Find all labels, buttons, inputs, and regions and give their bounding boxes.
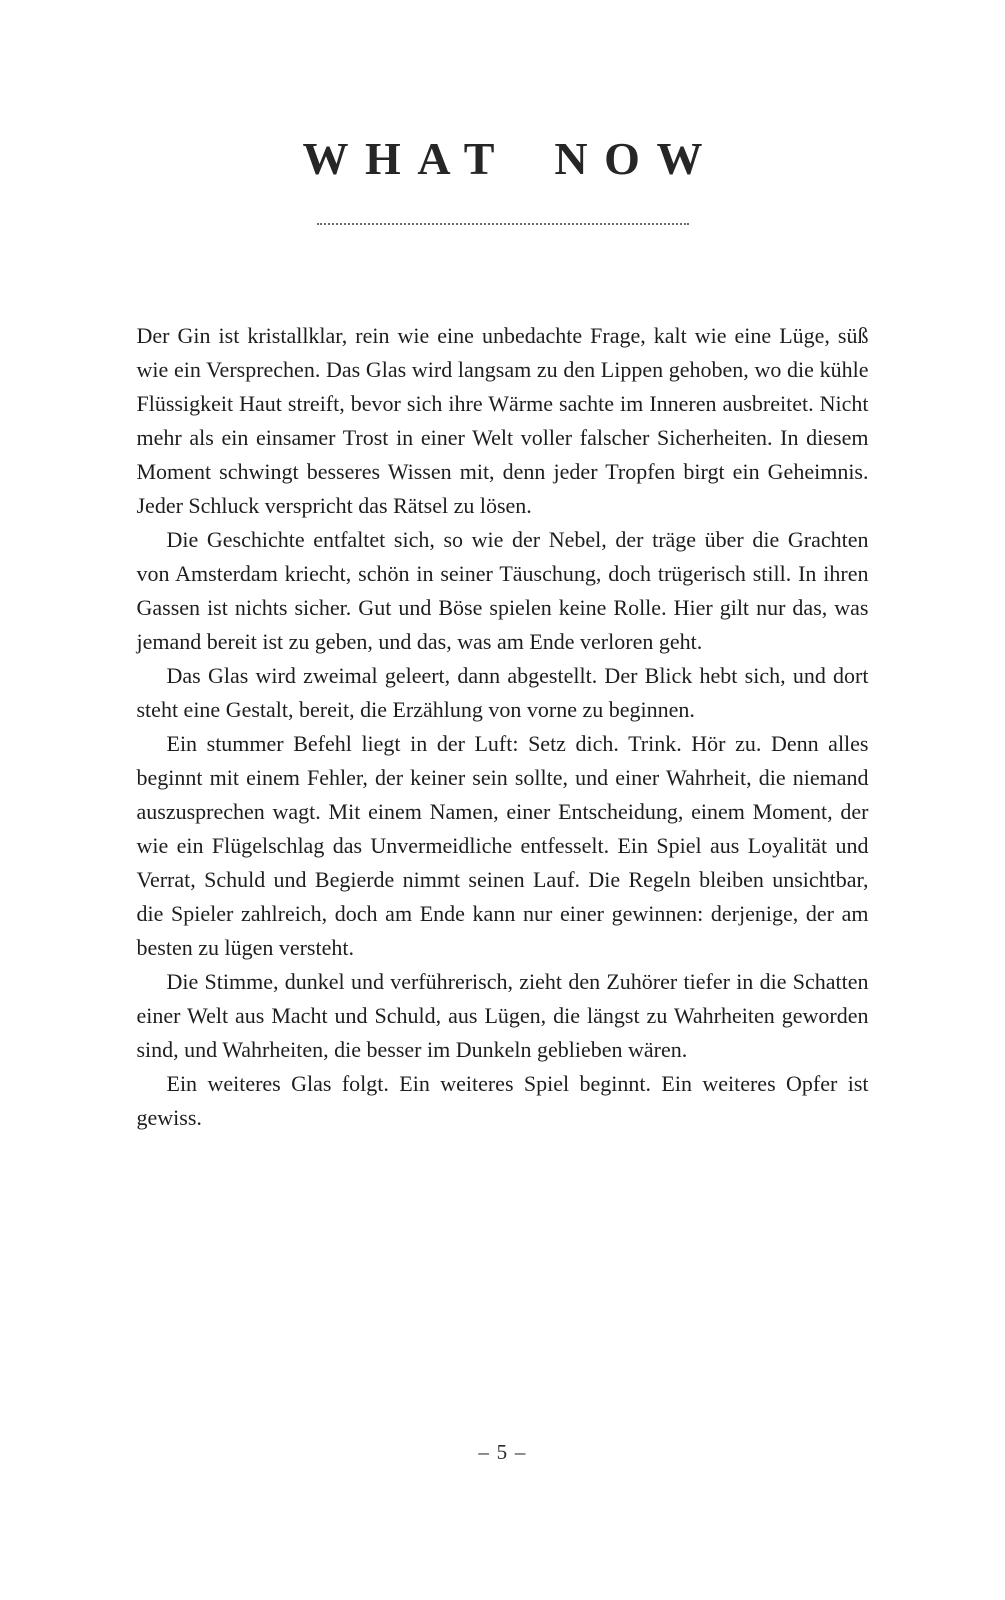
- paragraph-6: Ein weiteres Glas folgt. Ein weiteres Spiel beginnt. Ein weiteres Opfer ist gewiss.: [136, 1071, 869, 1130]
- body-text: [137, 319, 869, 1135]
- chapter-title: WHAT NOW: [302, 133, 720, 184]
- paragraph-3: Das Glas wird zweimal geleert, dann abgestellt. Der Blick hebt sich, und dort steht eine Gestalt, bereit, die Erzählung von vorne zu beginnen.: [136, 663, 869, 722]
- dotted-divider: [317, 223, 689, 225]
- paragraph-2: Die Geschichte entfaltet sich, so wie der Nebel, der träge über die Grachten von Amsterdam kriecht, schön in seiner Täuschung, doch trügerisch still. In ihren Gassen ist nichts sicher. Gut und Böse spielen keine Rolle. Hier gilt nur das, was jemand bereit ist zu geben, und das, was am Ende verloren geht.: [136, 527, 869, 654]
- paragraph-4: Ein stummer Befehl liegt in der Luft: Setz dich. Trink. Hör zu. Denn alles beginnt mit einem Fehler, der keiner sein sollte, und einer Wahrheit, die niemand auszusprechen wagt. Mit einem Namen, einer Entscheidung, einem Moment, der wie ein Flügelschlag das Unvermeidliche entfesselt. Ein Spiel aus Loyalität und Verrat, Schuld und Begierde nimmt seinen Lauf. Die Regeln bleiben unsichtbar, die Spieler zahlreich, doch am Ende kann nur einer gewinnen: derjenige, der am besten zu lügen versteht.: [136, 731, 869, 960]
- paragraph-5: Die Stimme, dunkel und verführerisch, zieht den Zuhörer tiefer in die Schatten einer Welt aus Macht und Schuld, aus Lügen, die längst zu Wahrheiten geworden sind, und Wahrheiten, die besser im Dunkeln geblieben wären.: [136, 969, 869, 1062]
- paragraph-1: Der Gin ist kristallklar, rein wie eine unbedachte Frage, kalt wie eine Lüge, süß wie ein Versprechen. Das Glas wird langsam zu den Lippen gehoben, wo die kühle Flüssigkeit Haut streift, bevor sich ihre Wärme sachte im Inneren ausbreitet. Nicht mehr als ein einsamer Trost in einer Welt voller falscher Sicherheiten. In diesem Moment schwingt besseres Wissen mit, denn jeder Tropfen birgt ein Geheimnis. Jeder Schluck verspricht das Rätsel zu lösen.: [136, 323, 869, 518]
- page-number: – 5 –: [478, 1440, 527, 1464]
